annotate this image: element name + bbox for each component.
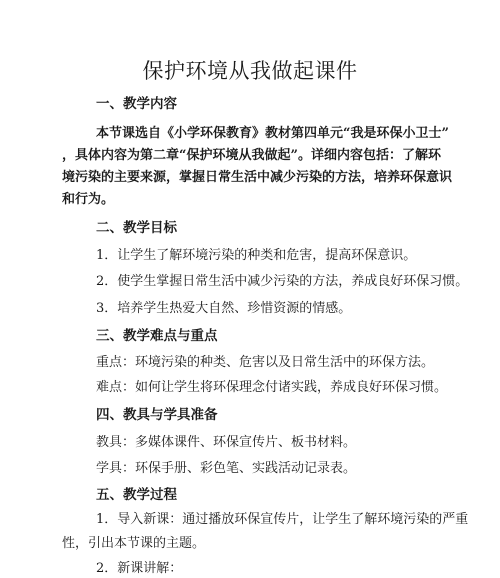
content-paragraph-line-1: 本节课选自《小学环保教育》教材第四单元“我是环保小卫士” xyxy=(96,126,449,141)
section-heading-process: 五、教学过程 xyxy=(96,487,177,503)
content-paragraph-line-4: 和行为。 xyxy=(62,192,115,207)
objective-item-3: 3．培养学生热爱大自然、珍惜资源的情感。 xyxy=(96,301,352,316)
learning-aids-item: 学具：环保手册、彩色笔、实践活动记录表。 xyxy=(96,461,357,476)
section-heading-content: 一、教学内容 xyxy=(96,96,177,112)
difficult-point-item: 难点：如何让学生将环保理念付诸实践，养成良好环保习惯。 xyxy=(96,380,448,395)
teaching-aids-item: 教具：多媒体课件、环保宣传片、板书材料。 xyxy=(96,435,357,450)
section-heading-key-points: 三、教学难点与重点 xyxy=(96,328,218,344)
objective-item-1: 1．让学生了解环境污染的种类和危害，提高环保意识。 xyxy=(96,248,417,263)
objective-item-2: 2．使学生掌握日常生活中减少污染的方法，养成良好环保习惯。 xyxy=(96,274,469,289)
document-title: 保护环境从我做起课件 xyxy=(142,59,358,83)
process-step-1-line-1: 1．导入新课：通过播放环保宣传片，让学生了解环境污染的严重 xyxy=(96,512,469,527)
section-heading-objectives: 二、教学目标 xyxy=(96,220,177,236)
section-heading-materials: 四、教具与学具准备 xyxy=(96,407,218,423)
key-point-item: 重点：环境污染的种类、危害以及日常生活中的环保方法。 xyxy=(96,355,435,370)
process-step-1-line-2: 性，引出本节课的主题。 xyxy=(62,536,206,551)
content-paragraph-line-2: ，具体内容为第二章“保护环境从我做起”。详细内容包括：了解环 xyxy=(62,148,441,163)
content-paragraph-line-3: 境污染的主要来源，掌握日常生活中减少污染的方法，培养环保意识 xyxy=(62,170,453,185)
process-step-2: 2．新课讲解： xyxy=(96,561,183,576)
